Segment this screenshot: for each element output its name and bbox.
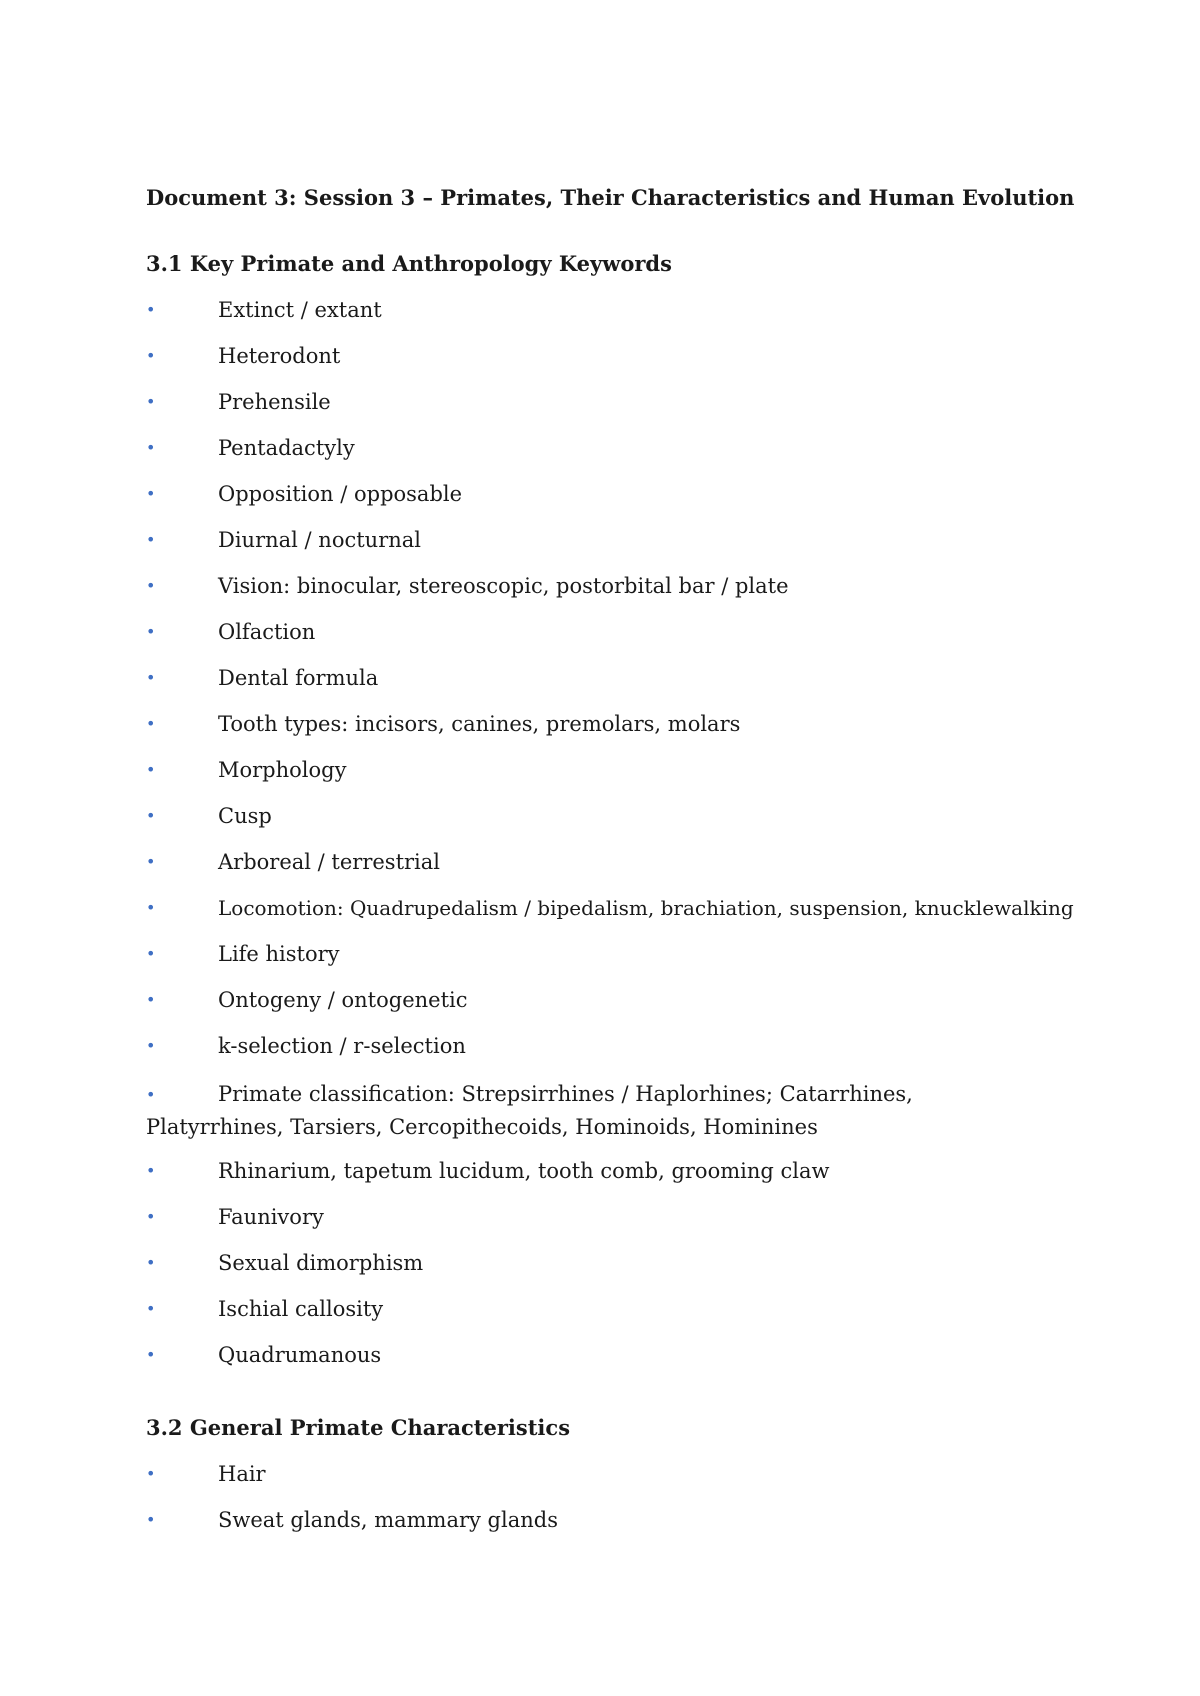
list-item: • Primate classification: Strepsirrhines / Haplorhines; Catarrhines, Platyrrhines, Tarsiers, Cercopithecoids, Hominoids, Hominines: [146, 1078, 1046, 1157]
list-item: • Dental formula: [146, 666, 379, 690]
bullet-dot-icon: •: [146, 668, 156, 687]
bullet-dot-icon: •: [146, 438, 156, 457]
bullet-dot-icon: •: [146, 300, 156, 319]
bullet-dot-icon: •: [146, 806, 156, 825]
list-item: • Morphology: [146, 758, 347, 782]
list-item: • Life history: [146, 942, 340, 966]
bullet-dot-icon: •: [146, 1345, 156, 1364]
list-item: • Sexual dimorphism: [146, 1251, 424, 1275]
characteristics-list: [146, 1460, 1046, 1552]
list-item: • Opposition / opposable: [146, 482, 463, 506]
bullet-dot-icon: •: [146, 1085, 156, 1104]
list-item: • Pentadactyly: [146, 436, 355, 460]
list-item: • Prehensile: [146, 390, 331, 414]
list-item: • Vision: binocular, stereoscopic, postorbital bar / plate: [146, 574, 789, 598]
bullet-dot-icon: •: [146, 1036, 156, 1055]
keywords-list: [146, 296, 1074, 1387]
bullet-dot-icon: •: [146, 852, 156, 871]
document-title: Document 3: Session 3 – Primates, Their Characteristics and Human Evolution: [146, 185, 1075, 210]
bullet-dot-icon: •: [146, 576, 156, 595]
bullet-dot-icon: •: [146, 898, 156, 917]
bullet-dot-icon: •: [146, 1510, 156, 1529]
bullet-dot-icon: •: [146, 530, 156, 549]
list-item: • Locomotion: Quadrupedalism / bipedalism, brachiation, suspension, knucklewalking: [146, 896, 1074, 920]
bullet-dot-icon: •: [146, 346, 156, 365]
section-heading-characteristics: 3.2 General Primate Characteristics: [146, 1415, 571, 1440]
bullet-dot-icon: •: [146, 484, 156, 503]
list-item: • Tooth types: incisors, canines, premolars, molars: [146, 712, 741, 736]
list-item: • Ontogeny / ontogenetic: [146, 988, 468, 1012]
list-item: • Heterodont: [146, 344, 341, 368]
list-item: • Faunivory: [146, 1205, 324, 1229]
bullet-dot-icon: •: [146, 990, 156, 1009]
list-item: • k-selection / r-selection: [146, 1034, 466, 1058]
bullet-dot-icon: •: [146, 714, 156, 733]
section-heading-keywords: 3.1 Key Primate and Anthropology Keywords: [146, 251, 672, 276]
list-item: • Cusp: [146, 804, 272, 828]
list-item: • Arboreal / terrestrial: [146, 850, 440, 874]
bullet-dot-icon: •: [146, 622, 156, 641]
bullet-dot-icon: •: [146, 1464, 156, 1483]
list-item: • Ischial callosity: [146, 1297, 384, 1321]
bullet-dot-icon: •: [146, 1207, 156, 1226]
list-item: • Hair: [146, 1462, 266, 1486]
bullet-dot-icon: •: [146, 944, 156, 963]
bullet-dot-icon: •: [146, 760, 156, 779]
bullet-dot-icon: •: [146, 392, 156, 411]
bullet-dot-icon: •: [146, 1253, 156, 1272]
list-item: • Quadrumanous: [146, 1343, 382, 1367]
list-item: • Sweat glands, mammary glands: [146, 1508, 558, 1532]
list-item: • Rhinarium, tapetum lucidum, tooth comb, grooming claw: [146, 1159, 830, 1183]
list-item: • Olfaction: [146, 620, 316, 644]
list-item: • Extinct / extant: [146, 298, 382, 322]
bullet-dot-icon: •: [146, 1161, 156, 1180]
bullet-dot-icon: •: [146, 1299, 156, 1318]
list-item: • Diurnal / nocturnal: [146, 528, 421, 552]
